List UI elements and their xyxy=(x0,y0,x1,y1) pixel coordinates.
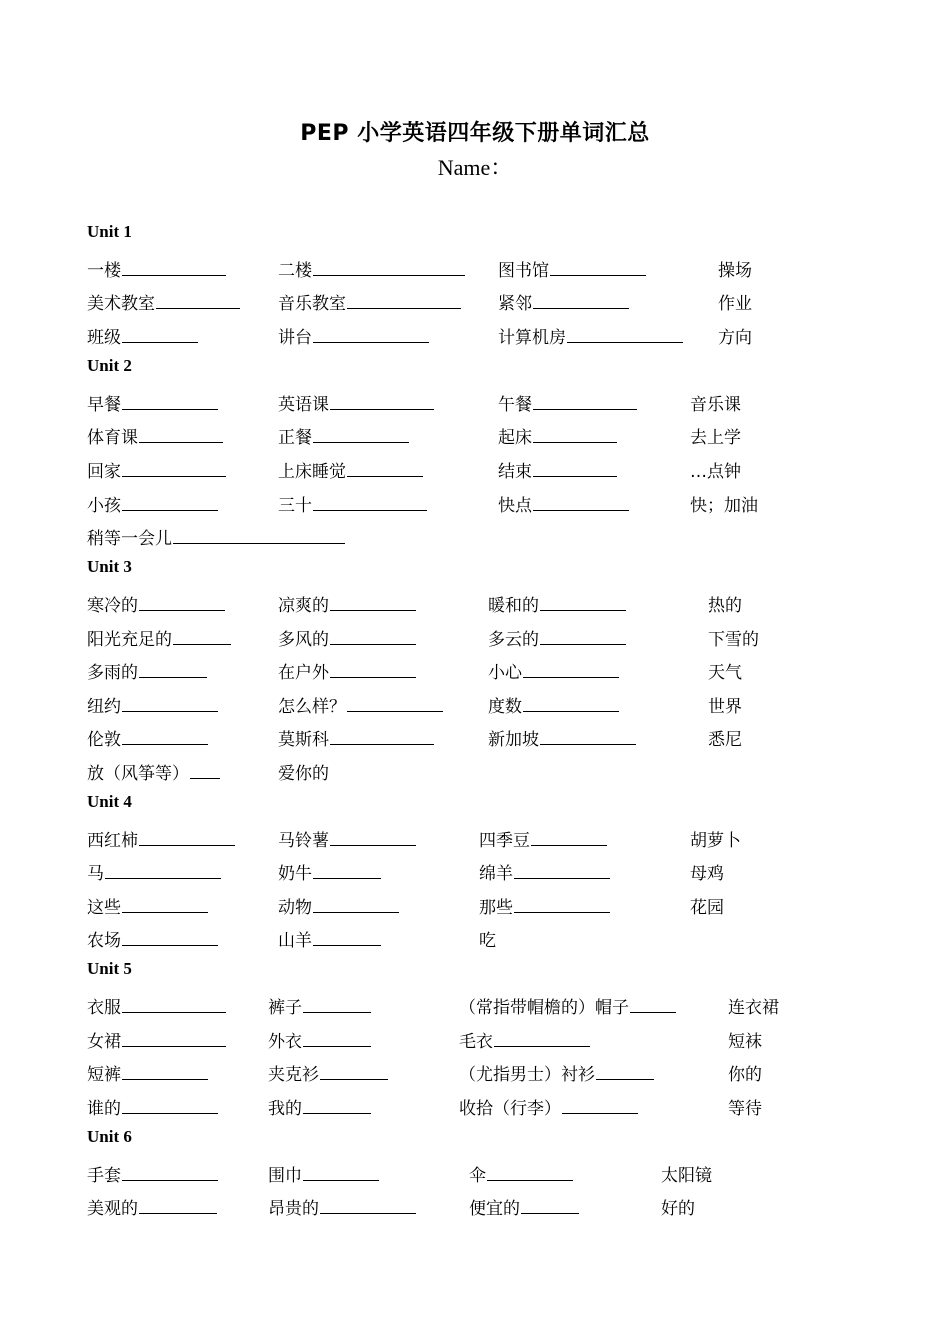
vocab-row xyxy=(0,256,950,286)
chinese-word: 天气 xyxy=(708,663,742,683)
vocab-row xyxy=(0,859,950,889)
vocab-item xyxy=(459,1094,638,1119)
answer-blank[interactable] xyxy=(313,424,409,443)
answer-blank[interactable] xyxy=(122,894,208,913)
chinese-word: 衣服 xyxy=(87,998,121,1018)
vocab-item xyxy=(690,457,741,482)
vocab-row xyxy=(0,1094,950,1124)
vocab-item xyxy=(278,423,409,448)
vocab-item xyxy=(708,591,742,616)
answer-blank[interactable] xyxy=(550,257,646,276)
vocab-item xyxy=(87,256,226,281)
vocab-item xyxy=(268,1094,371,1119)
vocab-row xyxy=(0,658,950,688)
chinese-word: 操场 xyxy=(718,261,752,281)
chinese-word: （常指带帽檐的）帽子 xyxy=(459,998,629,1018)
answer-blank[interactable] xyxy=(313,927,381,946)
vocab-row xyxy=(0,591,950,621)
answer-blank[interactable] xyxy=(122,458,226,477)
answer-blank[interactable] xyxy=(320,1195,416,1214)
unit-heading: Unit 3 xyxy=(87,557,132,576)
vocab-item xyxy=(278,725,434,750)
vocab-row xyxy=(0,692,950,722)
chinese-word: 谁的 xyxy=(87,1099,121,1119)
vocab-item xyxy=(498,423,617,448)
vocab-item xyxy=(708,625,759,650)
answer-blank[interactable] xyxy=(330,626,416,645)
vocab-row xyxy=(0,926,950,956)
vocab-item xyxy=(278,390,434,415)
chinese-word: 热的 xyxy=(708,596,742,616)
vocab-item xyxy=(459,993,676,1018)
vocab-item xyxy=(728,1060,762,1085)
vocab-item xyxy=(87,390,218,415)
vocab-item xyxy=(690,491,758,516)
vocab-item xyxy=(488,725,636,750)
chinese-word: 班级 xyxy=(87,328,121,348)
vocab-item xyxy=(479,926,496,951)
chinese-word: 马 xyxy=(87,864,104,884)
chinese-word: 母鸡 xyxy=(690,864,724,884)
vocab-item xyxy=(278,491,427,516)
vocab-item xyxy=(87,1161,218,1186)
answer-blank[interactable] xyxy=(540,592,626,611)
vocab-row xyxy=(0,1161,950,1191)
vocab-item xyxy=(268,1194,416,1219)
vocab-item xyxy=(268,1027,371,1052)
vocab-item xyxy=(728,1094,762,1119)
chinese-word: 暖和的 xyxy=(488,596,539,616)
answer-blank[interactable] xyxy=(330,659,416,678)
vocab-item xyxy=(87,491,218,516)
vocab-item xyxy=(278,826,416,851)
answer-blank[interactable] xyxy=(630,994,676,1013)
chinese-word: 小心 xyxy=(488,663,522,683)
answer-blank[interactable] xyxy=(330,592,416,611)
vocab-item xyxy=(87,1060,208,1085)
answer-blank[interactable] xyxy=(313,894,399,913)
vocab-row xyxy=(0,826,950,856)
answer-blank[interactable] xyxy=(540,726,636,745)
chinese-word: 度数 xyxy=(488,697,522,717)
chinese-word: 马铃薯 xyxy=(278,831,329,851)
vocab-item xyxy=(278,893,399,918)
unit-heading: Unit 5 xyxy=(87,959,132,978)
vocab-item xyxy=(728,993,779,1018)
chinese-word: 在户外 xyxy=(278,663,329,683)
answer-blank[interactable] xyxy=(523,693,619,712)
vocab-row xyxy=(0,524,950,554)
chinese-word: 花园 xyxy=(690,898,724,918)
vocab-item xyxy=(690,859,724,884)
answer-blank[interactable] xyxy=(122,324,198,343)
vocab-item xyxy=(488,625,626,650)
answer-blank[interactable] xyxy=(514,860,610,879)
answer-blank[interactable] xyxy=(533,424,617,443)
answer-blank[interactable] xyxy=(139,1195,217,1214)
chinese-word: 怎么样？ xyxy=(278,697,346,717)
vocab-item xyxy=(278,256,465,281)
chinese-word: 午餐 xyxy=(498,395,532,415)
chinese-word: 新加坡 xyxy=(488,730,539,750)
vocab-row xyxy=(0,993,950,1023)
vocab-item xyxy=(498,256,646,281)
vocab-item xyxy=(498,323,683,348)
answer-blank[interactable] xyxy=(105,860,221,879)
vocab-item xyxy=(708,658,742,683)
vocab-item xyxy=(87,926,218,951)
vocab-item xyxy=(87,859,221,884)
vocab-item xyxy=(278,625,416,650)
vocab-item xyxy=(690,423,741,448)
answer-blank[interactable] xyxy=(487,1162,573,1181)
answer-blank[interactable] xyxy=(122,994,226,1013)
chinese-word: （尤指男士）衬衫 xyxy=(459,1065,595,1085)
chinese-word: 悉尼 xyxy=(708,730,742,750)
vocab-item xyxy=(690,826,741,851)
vocab-row xyxy=(0,625,950,655)
vocab-item xyxy=(87,725,208,750)
answer-blank[interactable] xyxy=(313,860,381,879)
vocab-row xyxy=(0,457,950,487)
answer-blank[interactable] xyxy=(347,290,461,309)
chinese-word: 作业 xyxy=(718,294,752,314)
answer-blank[interactable] xyxy=(533,391,637,410)
chinese-word: 多云的 xyxy=(488,630,539,650)
chinese-word: 收拾（行李） xyxy=(459,1099,561,1119)
vocab-item xyxy=(278,658,416,683)
answer-blank[interactable] xyxy=(139,592,225,611)
vocab-row xyxy=(0,323,950,353)
vocab-item xyxy=(718,289,752,314)
vocab-item xyxy=(488,692,619,717)
chinese-word: 快点 xyxy=(498,496,532,516)
chinese-word: 奶牛 xyxy=(278,864,312,884)
vocab-item xyxy=(278,323,429,348)
vocab-item xyxy=(87,759,220,784)
answer-blank[interactable] xyxy=(330,391,434,410)
answer-blank[interactable] xyxy=(122,1095,218,1114)
vocab-row xyxy=(0,759,950,789)
chinese-word: 多风的 xyxy=(278,630,329,650)
chinese-word: 连衣裙 xyxy=(728,998,779,1018)
vocab-item xyxy=(479,893,610,918)
answer-blank[interactable] xyxy=(303,1162,379,1181)
vocab-item xyxy=(87,993,226,1018)
chinese-word: 女裙 xyxy=(87,1032,121,1052)
vocab-item xyxy=(708,725,742,750)
vocab-item xyxy=(268,1161,379,1186)
page-title: PEP 小学英语四年级下册单词汇总 xyxy=(300,121,650,146)
chinese-word: 计算机房 xyxy=(498,328,566,348)
vocab-item xyxy=(718,256,752,281)
vocab-item xyxy=(459,1060,654,1085)
vocab-row xyxy=(0,289,950,319)
vocab-item xyxy=(479,826,607,851)
vocab-row xyxy=(0,893,950,923)
unit-heading: Unit 4 xyxy=(87,792,132,811)
chinese-word: 山羊 xyxy=(278,931,312,951)
vocab-item xyxy=(278,926,381,951)
chinese-word: 上床睡觉 xyxy=(278,462,346,482)
vocab-item xyxy=(498,289,629,314)
answer-blank[interactable] xyxy=(303,994,371,1013)
chinese-word: 手套 xyxy=(87,1166,121,1186)
chinese-word: 快；加油 xyxy=(690,496,758,516)
answer-blank[interactable] xyxy=(313,257,465,276)
vocab-item xyxy=(708,692,742,717)
chinese-word: 稍等一会儿 xyxy=(87,529,172,549)
answer-blank[interactable] xyxy=(139,659,207,678)
vocab-row xyxy=(0,1194,950,1224)
vocab-item xyxy=(87,457,226,482)
chinese-word: 体育课 xyxy=(87,428,138,448)
answer-blank[interactable] xyxy=(303,1028,371,1047)
vocab-item xyxy=(87,625,231,650)
answer-blank[interactable] xyxy=(156,290,240,309)
chinese-word: 昂贵的 xyxy=(268,1199,319,1219)
vocab-item xyxy=(87,692,218,717)
answer-blank[interactable] xyxy=(596,1061,654,1080)
vocab-item xyxy=(661,1161,712,1186)
answer-blank[interactable] xyxy=(531,827,607,846)
answer-blank[interactable] xyxy=(122,492,218,511)
vocab-row xyxy=(0,725,950,755)
vocab-item xyxy=(690,390,741,415)
chinese-word: 莫斯科 xyxy=(278,730,329,750)
chinese-word: …点钟 xyxy=(690,462,741,482)
vocab-item xyxy=(87,1194,217,1219)
chinese-word: 美观的 xyxy=(87,1199,138,1219)
answer-blank[interactable] xyxy=(303,1095,371,1114)
chinese-word: 二楼 xyxy=(278,261,312,281)
answer-blank[interactable] xyxy=(173,525,345,544)
vocab-row xyxy=(0,423,950,453)
vocab-item xyxy=(87,423,223,448)
vocab-item xyxy=(718,323,752,348)
answer-blank[interactable] xyxy=(122,257,226,276)
answer-blank[interactable] xyxy=(173,626,231,645)
chinese-word: 伦敦 xyxy=(87,730,121,750)
chinese-word: 你的 xyxy=(728,1065,762,1085)
answer-blank[interactable] xyxy=(122,1028,226,1047)
chinese-word: 下雪的 xyxy=(708,630,759,650)
chinese-word: 短裤 xyxy=(87,1065,121,1085)
vocab-item xyxy=(87,826,235,851)
vocab-row xyxy=(0,1027,950,1057)
chinese-word: 我的 xyxy=(268,1099,302,1119)
answer-blank[interactable] xyxy=(122,693,218,712)
vocab-item xyxy=(278,859,381,884)
chinese-word: 音乐教室 xyxy=(278,294,346,314)
chinese-word: 毛衣 xyxy=(459,1032,493,1052)
chinese-word: 动物 xyxy=(278,898,312,918)
answer-blank[interactable] xyxy=(540,626,626,645)
vocab-item xyxy=(87,658,207,683)
answer-blank[interactable] xyxy=(347,693,443,712)
vocab-item xyxy=(498,491,629,516)
unit-heading: Unit 2 xyxy=(87,356,132,375)
chinese-word: 外衣 xyxy=(268,1032,302,1052)
answer-blank[interactable] xyxy=(514,894,610,913)
vocab-item xyxy=(87,1027,226,1052)
vocab-item xyxy=(268,993,371,1018)
chinese-word: 方向 xyxy=(718,328,752,348)
answer-blank[interactable] xyxy=(533,458,617,477)
vocab-item xyxy=(87,323,198,348)
vocab-item xyxy=(87,893,208,918)
chinese-word: 吃 xyxy=(479,931,496,951)
vocab-item xyxy=(469,1161,573,1186)
vocab-item xyxy=(268,1060,388,1085)
name-field-label: Name： xyxy=(437,155,513,180)
chinese-word: 围巾 xyxy=(268,1166,302,1186)
chinese-word: 寒冷的 xyxy=(87,596,138,616)
chinese-word: 太阳镜 xyxy=(661,1166,712,1186)
answer-blank[interactable] xyxy=(313,492,427,511)
answer-blank[interactable] xyxy=(139,827,235,846)
vocab-row xyxy=(0,1060,950,1090)
chinese-word: 讲台 xyxy=(278,328,312,348)
chinese-word: 那些 xyxy=(479,898,513,918)
chinese-word: 农场 xyxy=(87,931,121,951)
vocab-row xyxy=(0,390,950,420)
chinese-word: 回家 xyxy=(87,462,121,482)
vocab-item xyxy=(278,457,423,482)
chinese-word: 多雨的 xyxy=(87,663,138,683)
chinese-word: 西红柿 xyxy=(87,831,138,851)
answer-blank[interactable] xyxy=(190,760,220,779)
answer-blank[interactable] xyxy=(521,1195,579,1214)
answer-blank[interactable] xyxy=(562,1095,638,1114)
answer-blank[interactable] xyxy=(122,726,208,745)
chinese-word: 起床 xyxy=(498,428,532,448)
vocab-item xyxy=(661,1194,695,1219)
chinese-word: 纽约 xyxy=(87,697,121,717)
chinese-word: 结束 xyxy=(498,462,532,482)
vocab-item xyxy=(87,1094,218,1119)
chinese-word: 绵羊 xyxy=(479,864,513,884)
vocab-item xyxy=(278,759,329,784)
vocab-item xyxy=(87,524,345,549)
chinese-word: 紧邻 xyxy=(498,294,532,314)
answer-blank[interactable] xyxy=(330,827,416,846)
answer-blank[interactable] xyxy=(523,659,619,678)
answer-blank[interactable] xyxy=(313,324,429,343)
answer-blank[interactable] xyxy=(122,1162,218,1181)
unit-heading: Unit 1 xyxy=(87,222,132,241)
vocab-item xyxy=(459,1027,590,1052)
chinese-word: 图书馆 xyxy=(498,261,549,281)
chinese-word: 等待 xyxy=(728,1099,762,1119)
vocab-item xyxy=(488,658,619,683)
chinese-word: 凉爽的 xyxy=(278,596,329,616)
answer-blank[interactable] xyxy=(533,290,629,309)
vocab-item xyxy=(498,390,637,415)
chinese-word: 好的 xyxy=(661,1199,695,1219)
chinese-word: 小孩 xyxy=(87,496,121,516)
vocab-item xyxy=(87,289,240,314)
chinese-word: 阳光充足的 xyxy=(87,630,172,650)
unit-heading: Unit 6 xyxy=(87,1127,132,1146)
vocab-item xyxy=(278,289,461,314)
chinese-word: 夹克衫 xyxy=(268,1065,319,1085)
answer-blank[interactable] xyxy=(533,492,629,511)
chinese-word: 裤子 xyxy=(268,998,302,1018)
answer-blank[interactable] xyxy=(320,1061,388,1080)
chinese-word: 便宜的 xyxy=(469,1199,520,1219)
chinese-word: 正餐 xyxy=(278,428,312,448)
answer-blank[interactable] xyxy=(139,424,223,443)
vocab-item xyxy=(469,1194,579,1219)
vocab-item xyxy=(479,859,610,884)
chinese-word: 四季豆 xyxy=(479,831,530,851)
chinese-word: 三十 xyxy=(278,496,312,516)
answer-blank[interactable] xyxy=(494,1028,590,1047)
vocab-item xyxy=(690,893,724,918)
vocab-item xyxy=(498,457,617,482)
answer-blank[interactable] xyxy=(347,458,423,477)
chinese-word: 短袜 xyxy=(728,1032,762,1052)
answer-blank[interactable] xyxy=(567,324,683,343)
answer-blank[interactable] xyxy=(122,1061,208,1080)
chinese-word: 伞 xyxy=(469,1166,486,1186)
chinese-word: 胡萝卜 xyxy=(690,831,741,851)
answer-blank[interactable] xyxy=(122,927,218,946)
vocab-item xyxy=(278,591,416,616)
chinese-word: 世界 xyxy=(708,697,742,717)
chinese-word: 这些 xyxy=(87,898,121,918)
chinese-word: 去上学 xyxy=(690,428,741,448)
chinese-word: 英语课 xyxy=(278,395,329,415)
answer-blank[interactable] xyxy=(330,726,434,745)
chinese-word: 一楼 xyxy=(87,261,121,281)
chinese-word: 美术教室 xyxy=(87,294,155,314)
vocab-item xyxy=(488,591,626,616)
vocab-item xyxy=(278,692,443,717)
chinese-word: 音乐课 xyxy=(690,395,741,415)
vocab-item xyxy=(87,591,225,616)
vocab-item xyxy=(728,1027,762,1052)
vocab-row xyxy=(0,491,950,521)
chinese-word: 早餐 xyxy=(87,395,121,415)
chinese-word: 爱你的 xyxy=(278,764,329,784)
answer-blank[interactable] xyxy=(122,391,218,410)
chinese-word: 放（风筝等） xyxy=(87,764,189,784)
